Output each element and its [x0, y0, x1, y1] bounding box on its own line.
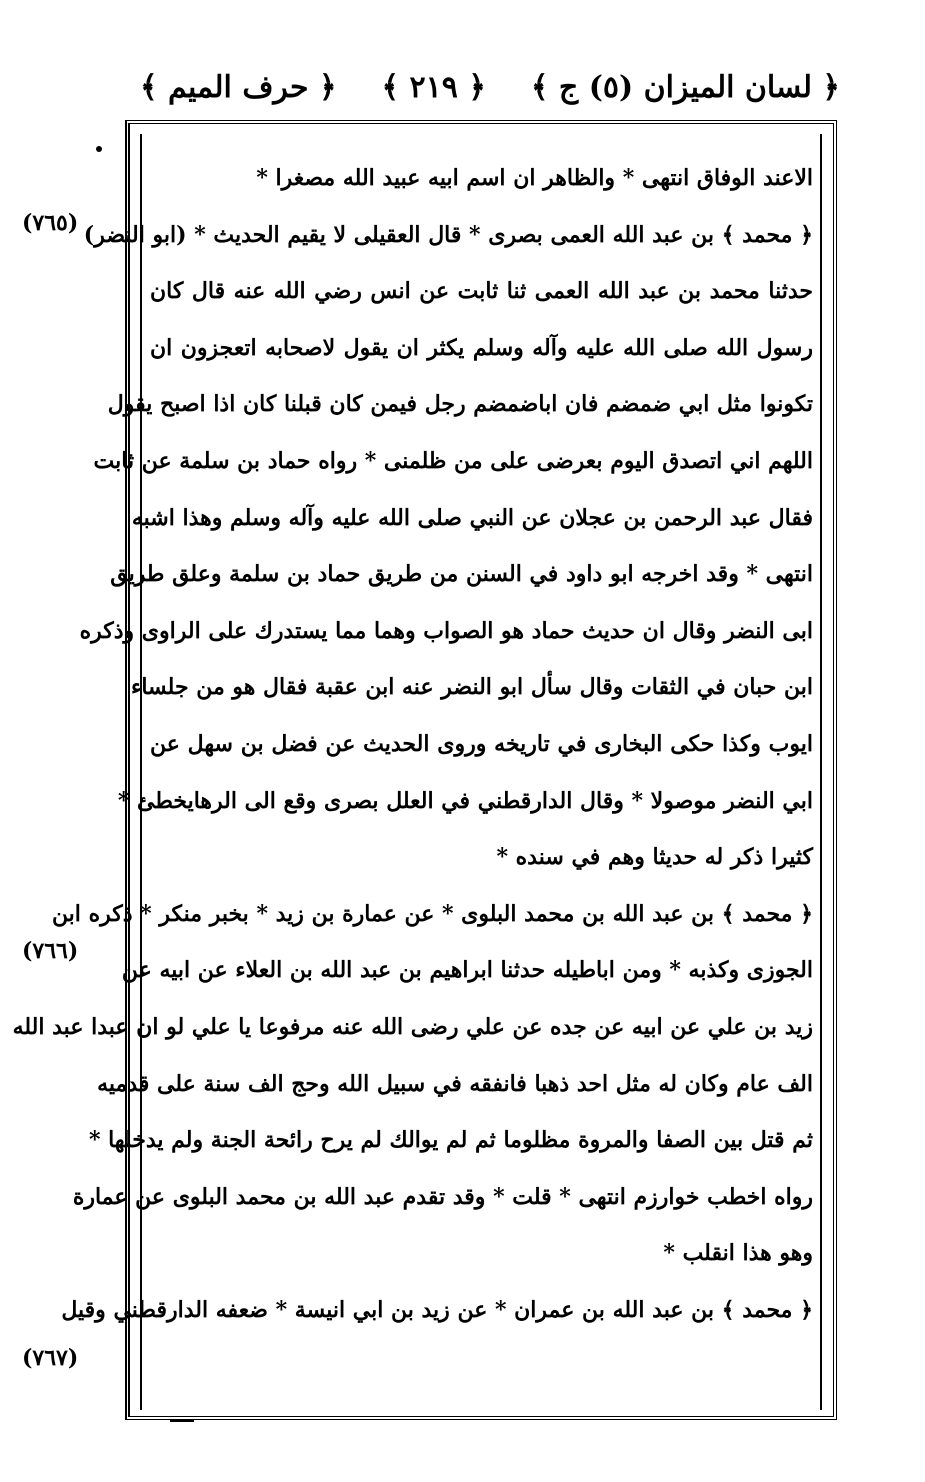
text-line: ﴿ محمد ﴾ بن عبد الله بن عمران * عن زيد بن ابي انيسة * ضعفه الدارقطني وقيل [61, 1296, 813, 1323]
text-line: ابى النضر وقال ان حديث حماد هو الصواب وهما مما يستدرك على الراوى وذكره [79, 617, 813, 644]
chapter-title: ﴿ حرف الميم ﴾ [140, 69, 337, 105]
text-line: ابن حبان في الثقات وقال سأل ابو النضر عنه ابن عقبة فقال هو من جلساء [131, 674, 813, 701]
text-line: ايوب وكذا حكى البخارى في تاريخه وروى الحديث عن فضل بن سهل عن [150, 730, 813, 757]
text-line: ﴿ محمد ﴾ بن عبد الله بن محمد البلوى * عن عمارة بن زيد * بخبر منكر * ذكره ابن [51, 900, 813, 927]
text-line: زيد بن علي عن ابيه عن جده عن علي رضى الله عنه مرفوعا يا علي لو ان عبدا عبد الله [12, 1013, 813, 1040]
margin-dot [96, 146, 102, 152]
text-line: رواه اخطب خوارزم انتهى * قلت * وقد تقدم عبد الله بن محمد البلوى عن عمارة [72, 1183, 813, 1210]
text-line: انتهى * وقد اخرجه ابو داود في السنن من طريق حماد بن سلمة وعلق طريق [110, 561, 813, 588]
text-line: الجوزى وكذبه * ومن اباطيله حدثنا ابراهيم بن عبد الله بن العلاء عن ابيه عن [121, 957, 813, 984]
text-line: تكونوا مثل ابي ضمضم فان اباضمضم رجل فيمن كان قبلنا كان اذا اصبح يقول [107, 391, 813, 418]
text-line: الف عام وكان له مثل احد ذهبا فانفقه في سبيل الله وحج الف سنة على قدميه [97, 1070, 813, 1097]
page-number: ﴿ ٢١٩ ﴾ [381, 69, 486, 105]
text-line: فقال عبد الرحمن بن عجلان عن النبي صلى الله عليه وآله وسلم وهذا اشبه [131, 504, 813, 531]
text-line: الاعند الوفاق انتهى * والظاهر ان اسم ابيه عبيد الله مصغرا * [256, 165, 813, 191]
text-line: ثم قتل بين الصفا والمروة مظلوما ثم لم يوالك لم يرح رائحة الجنة ولم يدخلها * [88, 1127, 813, 1154]
entry-number-767: (٧٦٧) [22, 1345, 79, 1371]
text-line: اللهم اني اتصدق اليوم بعرضى على من ظلمنى * رواه حماد بن سلمة عن ثابت [93, 447, 813, 474]
running-header [140, 62, 840, 112]
entry-number-766: (٧٦٦) [22, 938, 79, 964]
entry-number-765: (٧٦٥) [22, 210, 79, 236]
text-line: رسول الله صلى الله عليه وآله وسلم يكثر ان يقول لاصحابه اتعجزون ان [150, 334, 813, 361]
text-line: وهو هذا انقلب * [663, 1240, 813, 1267]
text-line: حدثنا محمد بن عبد الله العمى ثنا ثابت عن انس رضي الله عنه قال كان [150, 278, 813, 305]
text-line: ابي النضر موصولا * وقال الدارقطني في العلل بصرى وقع الى الرهايخطئ * [117, 787, 813, 814]
text-line: كثيرا ذكر له حديثا وهم في سنده * [496, 844, 813, 871]
text-line: ﴿ محمد ﴾ بن عبد الله العمى بصرى * قال العقيلى لا يقيم الحديث * (ابو النضر) [83, 221, 813, 248]
book-title: ﴿ لسان الميزان (٥) ج ﴾ [530, 69, 840, 105]
bottom-mark [170, 1420, 194, 1422]
